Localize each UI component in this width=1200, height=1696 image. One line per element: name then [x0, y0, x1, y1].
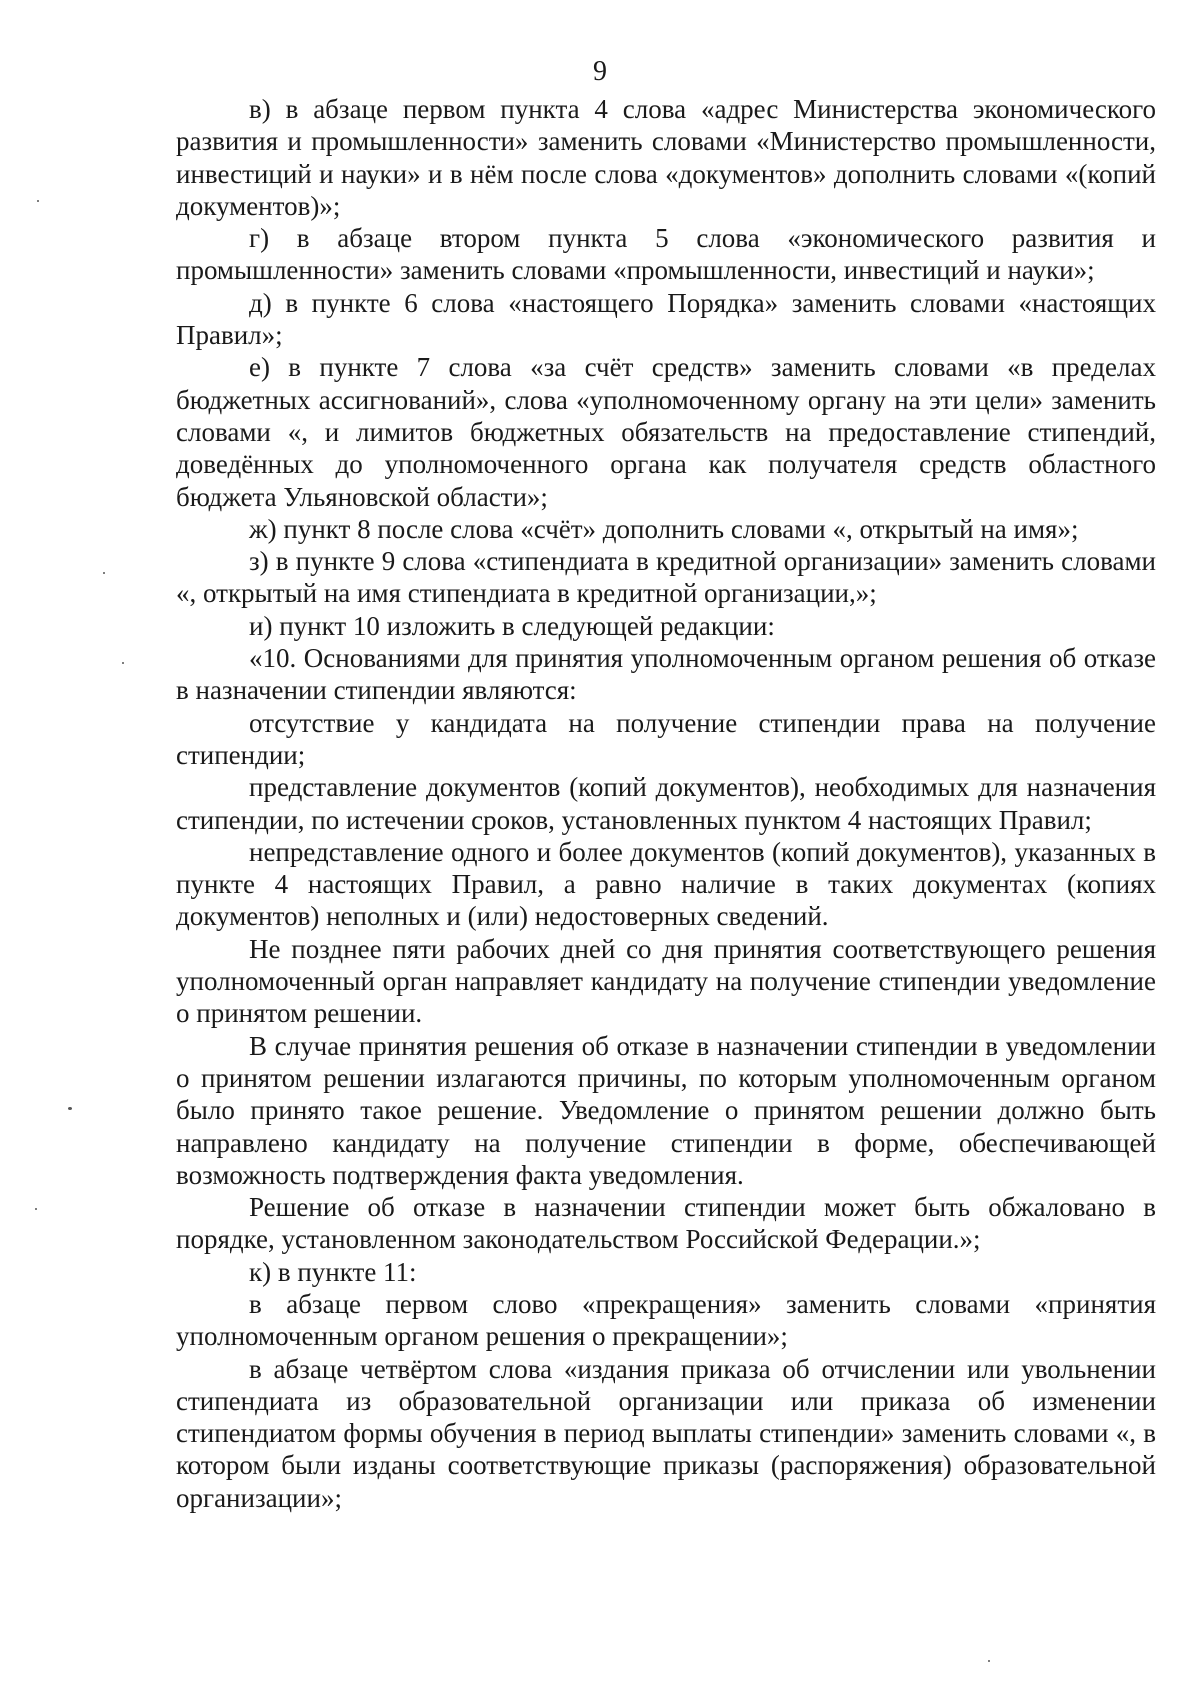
paragraph-k: к) в пункте 11:: [249, 1256, 417, 1287]
paragraph-i: и) пункт 10 изложить в следующей редакции:: [249, 610, 775, 641]
scan-speck: [68, 1107, 72, 1110]
paragraph-g: г) в абзаце втором пункта 5 слова «экономического развития и промышленности» заменить словами «промышленности, инвестиций и науки»;: [176, 223, 1156, 286]
paragraph-k-4: в абзаце четвёртом слова «издания приказа об отчислении или увольнении стипендиата из образовательной организации или приказа об изменении стипендиатом формы обучения в период выплаты стипендии» заменить словами «, в котором были изданы соответствующие приказы (распоряжения) образовательной организации»;: [176, 1353, 1156, 1513]
paragraph-d: д) в пункте 6 слова «настоящего Порядка» заменить словами «настоящих Правил»;: [176, 287, 1156, 351]
body-text: [176, 93, 1156, 1514]
scan-speck: [988, 1660, 990, 1662]
paragraph-10-notice: Не позднее пяти рабочих дней со дня принятия соответствующего решения уполномоченный орган направляет кандидату на получение стипендии уведомление о принятом решении.: [176, 933, 1156, 1029]
paragraph-10-refusal-reasons: В случае принятия решения об отказе в назначении стипендии в уведомлении о принятом решении излагаются причины, по которым уполномоченным органом было принято такое решение. Уведомление о принятом решении должно быть направлено кандидату на получение стипендии в форме, обеспечивающей возможность подтверждения факта уведомления.: [176, 1030, 1156, 1190]
paragraph-v: в) в абзаце первом пункта 4 слова «адрес Министерства экономического развития и промышленности» заменить словами «Министерство промышленности, инвестиций и науки» и в нём после слова «документов» дополнить словами «(копий документов)»;: [176, 94, 1156, 221]
paragraph-k-1: в абзаце первом слово «прекращения» заменить словами «принятия уполномоченным органом решения о прекращении»;: [176, 1288, 1156, 1352]
scan-speck: [103, 572, 105, 574]
paragraph-z: з) в пункте 9 слова «стипендиата в кредитной организации» заменить словами «, открытый на имя стипендиата в кредитной организации,»;: [176, 546, 1156, 609]
scan-speck: [35, 1208, 37, 1210]
paragraph-10-intro: «10. Основаниями для принятия уполномоченным органом решения об отказе в назначении стипендии являются:: [176, 643, 1156, 706]
scan-speck: [37, 200, 39, 202]
paragraph-10-appeal: Решение об отказе в назначении стипендии может быть обжаловано в порядке, установленном законодательством Российской Федерации.»;: [176, 1192, 1156, 1255]
paragraph-zh: ж) пункт 8 после слова «счёт» дополнить словами «, открытый на имя»;: [249, 513, 1079, 544]
scan-speck: [122, 662, 124, 664]
paragraph-10-ground-3: непредставление одного и более документов (копий документов), указанных в пункте 4 настоящих Правил, а равно наличие в таких документах (копиях документов) неполных и (или) недостоверных сведений.: [176, 836, 1156, 932]
paragraph-10-ground-1: отсутствие у кандидата на получение стипендии права на получение стипендии;: [176, 707, 1156, 770]
page-number: 9: [593, 56, 607, 87]
paragraph-10-ground-2: представление документов (копий документов), необходимых для назначения стипендии, по истечении сроков, установленных пунктом 4 настоящих Правил;: [176, 772, 1156, 835]
paragraph-e: е) в пункте 7 слова «за счёт средств» заменить словами «в пределах бюджетных ассигнований», слова «уполномоченному органу на эти цели» заменить словами «, и лимитов бюджетных обязательств на предоставление стипендий, доведённых до уполномоченного органа как получателя средств областного бюджета Ульяновской области»;: [176, 352, 1156, 512]
